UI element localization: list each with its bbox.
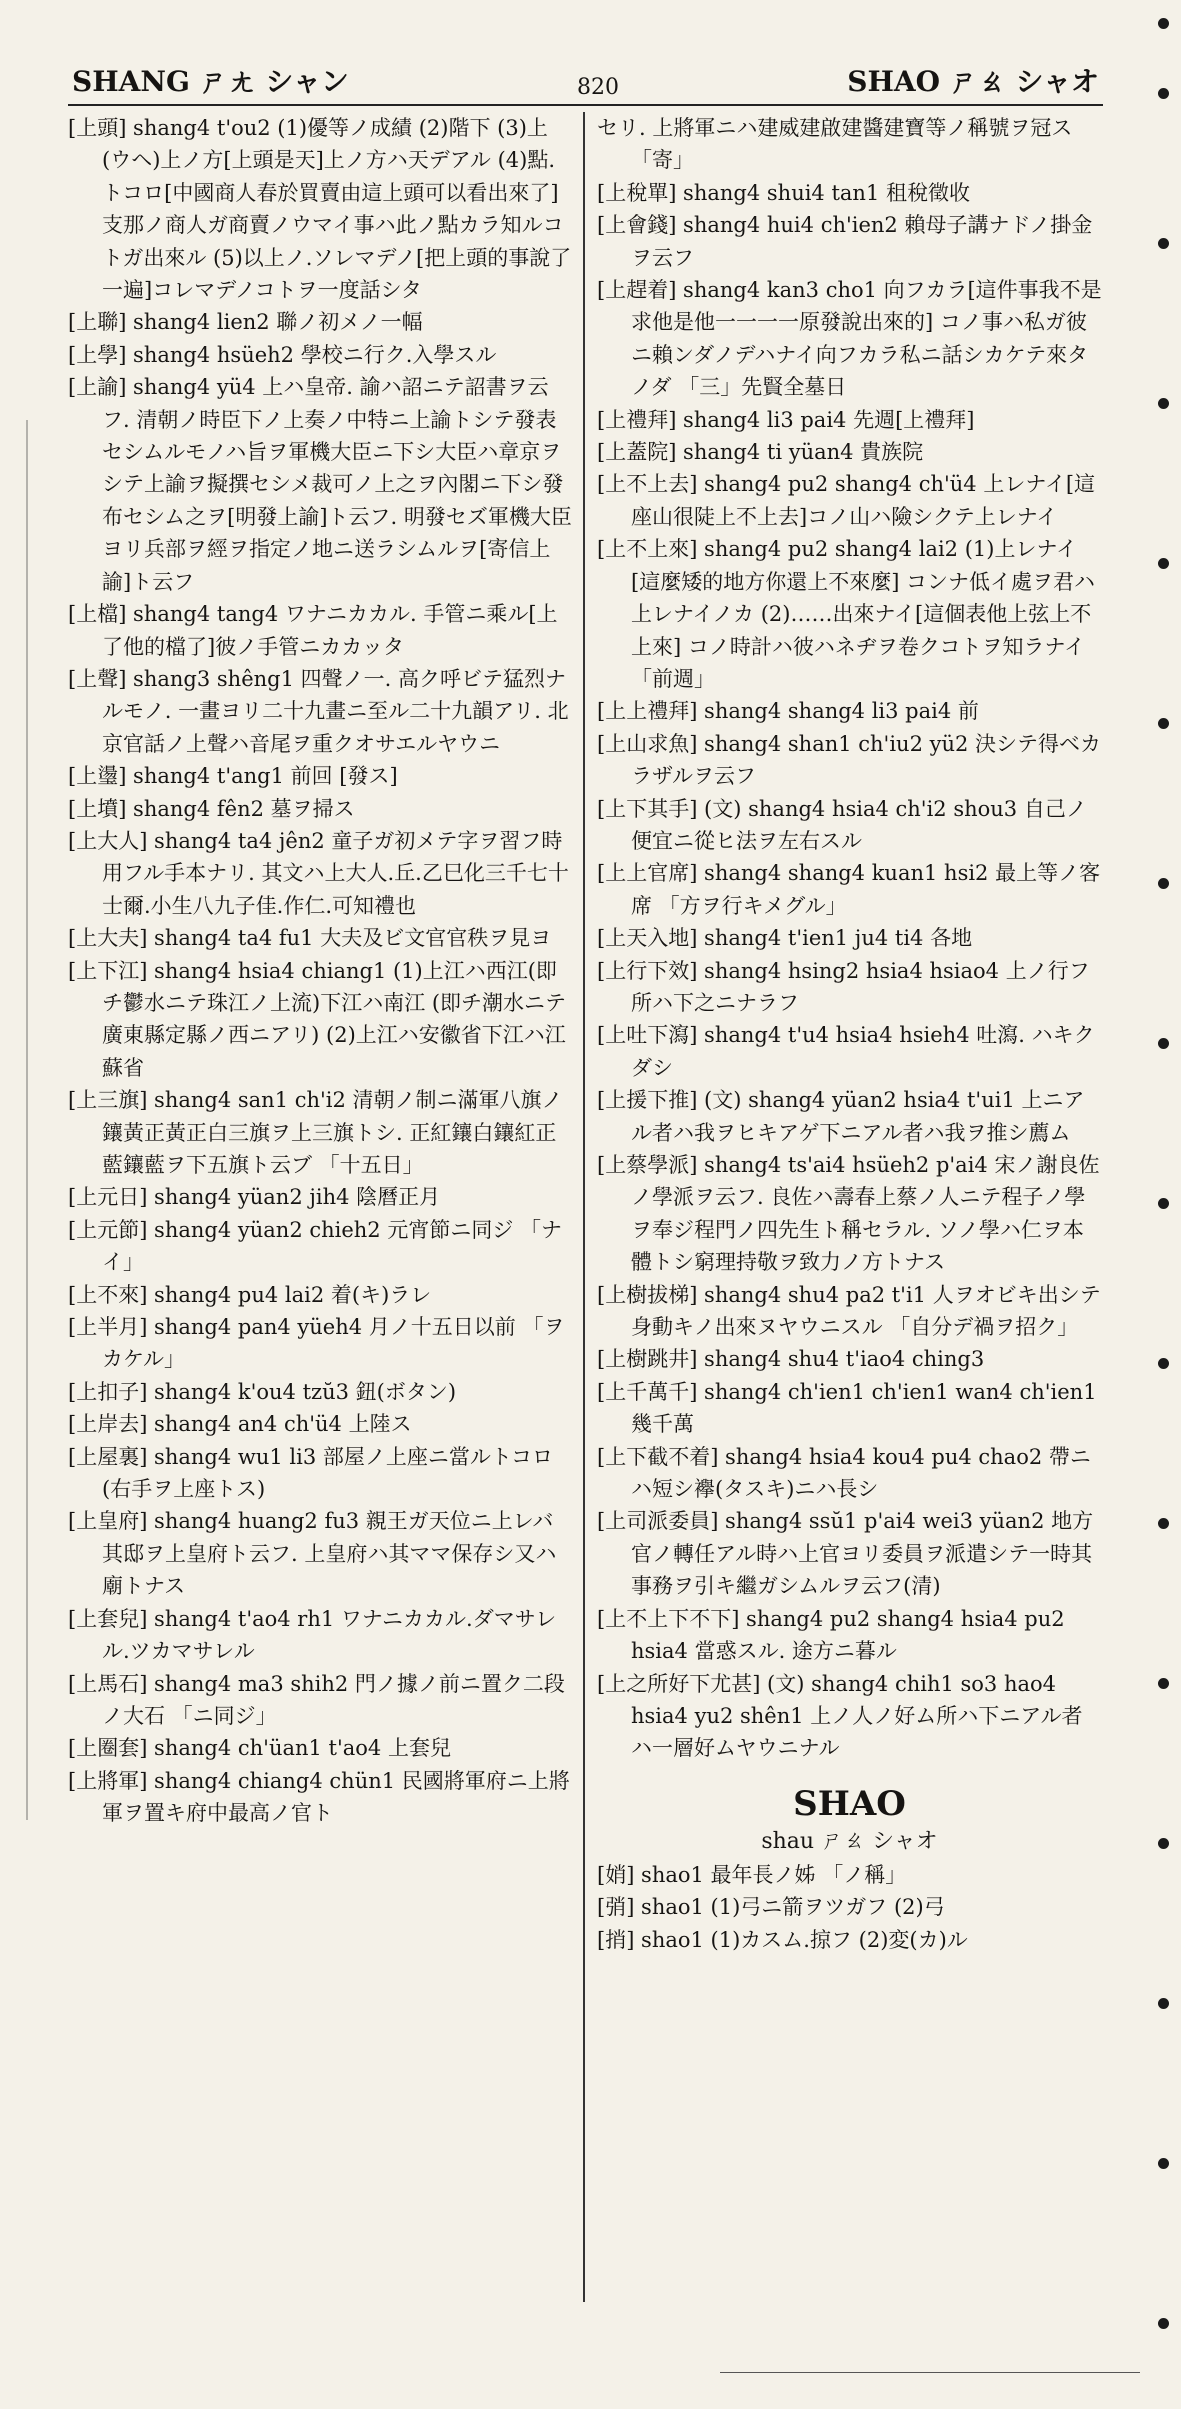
- dictionary-entry: [上元節] shang4 yüan2 chieh2 元宵節ニ同ジ 「ナイ」: [68, 1217, 563, 1275]
- dictionary-entry: [上套兒] shang4 t'ao4 rh1 ワナニカカル.ダマサレル.ツカマサレル: [68, 1606, 557, 1664]
- dictionary-entry: [上山求魚] shang4 shan1 ch'iu2 yü2 決シテ得ベカラザルヲ云フ: [597, 731, 1102, 789]
- dictionary-entry: [上聲] shang3 shêng1 四聲ノ一. 高ク呼ビテ猛烈ナルモノ. 一畫ヨリ二十九畫ニ至ル二十九韻アリ. 北京官話ノ上聲ハ音尾ヲ重クオサエルヤウニ: [68, 666, 569, 756]
- dictionary-entry: [上圈套] shang4 ch'üan1 t'ao4 上套兒: [68, 1736, 451, 1761]
- dictionary-entry: [上上官席] shang4 shang4 kuan1 hsi2 最上等ノ客席 「方ヲ行キメグル」: [597, 861, 1101, 918]
- dictionary-entry: [上下江] shang4 hsia4 chiang1 (1)上江ハ西江(即チ鬱水ニテ珠江ノ上流)下江ハ南江 (即チ潮水ニテ廣東縣定縣ノ西ニアリ) (2)上江ハ安徽省下江ハ江蘇省: [68, 958, 567, 1080]
- dictionary-entry: [上樹跳井] shang4 shu4 t'iao4 ching3: [597, 1347, 985, 1372]
- dictionary-entry: [上檔] shang4 tang4 ワナニカカル. 手管ニ乘ル[上了他的檔了]彼ノ手管ニカカッタ: [68, 602, 558, 659]
- binding-hole-dot: [1158, 1358, 1169, 1369]
- dictionary-entry: [上墳] shang4 fên2 墓ヲ掃ス: [68, 796, 355, 821]
- dictionary-entry: [上三旗] shang4 san1 ch'i2 清朝ノ制ニ滿軍八旗ノ鑲黃正黃正白三旗ヲ上三旗トシ. 正紅鑲白鑲紅正藍鑲藍ヲ下五旗ト云ブ 「十五日」: [68, 1088, 563, 1177]
- dictionary-entry: [上岸去] shang4 an4 ch'ü4 上陸ス: [68, 1412, 412, 1437]
- dictionary-entry: [上大人] shang4 ta4 jên2 童子ガ初メテ字ヲ習フ時用フル手本ナリ. 其文ハ上大人.丘.乙巳化三千七十士爾.小生八九子佳.作仁.可知禮也: [68, 828, 569, 918]
- binding-hole-dot: [1158, 1198, 1169, 1209]
- dictionary-entry: [上不來] shang4 pu4 lai2 着(キ)ラレ: [68, 1282, 432, 1307]
- dictionary-entry: [上千萬千] shang4 ch'ien1 ch'ien1 wan4 ch'ien1 幾千萬: [597, 1379, 1097, 1437]
- dictionary-entry: [上頭] shang4 t'ou2 (1)優等ノ成績 (2)階下 (3)上(ウヘ)上ノ方[上頭是天]上ノ方ハ天デアル (4)點.トコロ[中國商人春於買賣由這上頭可以看出來了] 支那ノ商人ガ商賣ノウマイ事ハ此ノ點カラ知ルコトガ出來ル (5)以上ノ.ソレマデノ[把上頭的事說了一遍]コレマデノコトヲ一度話シタ: [68, 116, 572, 303]
- dictionary-entry: [上援下推] (文) shang4 yüan2 hsia4 t'ui1 上ニアル者ハ我ヲヒキアゲ下ニアル者ハ我ヲ推シ薦ム: [597, 1088, 1085, 1145]
- dictionary-entry: [捎] shao1 (1)カスム.掠フ (2)変(カ)ル: [597, 1927, 968, 1952]
- left-column: [68, 112, 585, 1956]
- dictionary-entry: [上學] shang4 hsüeh2 學校ニ行ク.入學スル: [68, 342, 497, 367]
- dictionary-entry: [上不上去] shang4 pu2 shang4 ch'ü4 上レナイ[這座山很陡上不上去]コノ山ハ險シクテ上レナイ: [597, 472, 1096, 529]
- dictionary-entry: [上聯] shang4 lien2 聯ノ初メノ一幅: [68, 310, 423, 335]
- dictionary-entry: [上諭] shang4 yü4 上ハ皇帝. 諭ハ詔ニテ詔書ヲ云フ. 清朝ノ時臣下ノ上奏ノ中特ニ上諭トシテ發表セシムルモノハ旨ヲ軍機大臣ニ下シ大臣ハ章京ヲシテ上諭ヲ擬撰セシメ裁可ノ上之ヲ內閣ニ下シ發布セシム之ヲ[明發上諭]ト云フ. 明發セズ軍機大臣ヨリ兵部ヲ經ヲ指定ノ地ニ送ラシムルヲ[寄信上諭]ト云フ: [68, 375, 572, 594]
- dictionary-entry: [上皇府] shang4 huang2 fu3 親王ガ天位ニ上レバ其邸ヲ上皇府ト云フ. 上皇府ハ其ママ保存シ又ハ廟トナス: [68, 1509, 557, 1599]
- dictionary-entry: [上蔡學派] shang4 ts'ai4 hsüeh2 p'ai4 宋ノ謝良佐ノ學派ヲ云フ. 良佐ハ壽春上蔡ノ人ニテ程子ノ學ヲ奉ジ程門ノ四先生ト稱セラル. ソノ學ハ仁ヲ本體トシ窮理持敬ヲ致力ノ方トナス: [597, 1153, 1100, 1275]
- dictionary-entry: セリ. 上將軍ニハ建威建啟建醬建寶等ノ稱號ヲ冠ス 「寄」: [597, 116, 1073, 173]
- dictionary-entry: [上之所好下尤甚] (文) shang4 chih1 so3 hao4 hsia4 yu2 shên1 上ノ人ノ好ム所ハ下ニアル者ハ一層好ムヤウニナル: [597, 1671, 1083, 1761]
- binding-hole-dot: [1158, 718, 1169, 729]
- dictionary-entry: [上天入地] shang4 t'ien1 ju4 ti4 各地: [597, 926, 973, 951]
- header-right: SHAO ㄕㄠ シャオ: [847, 65, 1099, 98]
- binding-hole-dot: [1158, 18, 1169, 29]
- dictionary-entry: [上樹拔梯] shang4 shu4 pa2 t'i1 人ヲオビキ出シテ身動キノ出來ヌヤウニスル 「自分デ禍ヲ招ク」: [597, 1282, 1101, 1340]
- binding-hole-dot: [1158, 1998, 1169, 2009]
- dictionary-entry: [上會錢] shang4 hui4 ch'ien2 賴母子講ナドノ掛金ヲ云フ: [597, 213, 1093, 270]
- dictionary-entry: [上馬石] shang4 ma3 shih2 門ノ據ノ前ニ置ク二段ノ大石 「ニ同ジ」: [68, 1671, 565, 1728]
- dictionary-entry: [上行下效] shang4 hsing2 hsia4 hsiao4 上ノ行フ所ハ下之ニナラフ: [597, 958, 1090, 1015]
- dictionary-entry: [上吐下瀉] shang4 t'u4 hsia4 hsieh4 吐瀉. ハキクダシ: [597, 1023, 1095, 1080]
- scan-bottom-line: [720, 2372, 1140, 2373]
- scan-edge-line: [26, 420, 28, 1820]
- dictionary-entry: [上下其手] (文) shang4 hsia4 ch'i2 shou3 自己ノ便宜ニ從ヒ法ヲ左右スル: [597, 796, 1087, 853]
- binding-hole-dot: [1158, 1838, 1169, 1849]
- binding-hole-dot: [1158, 1518, 1169, 1529]
- dictionary-entry: [上大夫] shang4 ta4 fu1 大夫及ビ文官官秩ヲ見ヨ: [68, 926, 552, 951]
- dictionary-page: [68, 60, 1103, 2360]
- dictionary-entry: [上屋裏] shang4 wu1 li3 部屋ノ上座ニ當ルトコロ(右手ヲ上座トス): [68, 1444, 554, 1502]
- dictionary-entry: [上不上下不下] shang4 pu2 shang4 hsia4 pu2 hsia4 當惑スル. 途方ニ暮ル: [597, 1606, 1065, 1664]
- dictionary-entry: [上蓋院] shang4 ti yüan4 貴族院: [597, 440, 924, 465]
- binding-hole-dot: [1158, 88, 1169, 99]
- dictionary-entry: [上上禮拜] shang4 shang4 li3 pai4 前: [597, 699, 979, 724]
- page-header: [68, 60, 1103, 106]
- dictionary-entry: [娋] shao1 最年長ノ姊 「ノ稱」: [597, 1862, 907, 1887]
- binding-hole-dot: [1158, 398, 1169, 409]
- columns: [68, 112, 1103, 1956]
- dictionary-entry: [上將軍] shang4 chiang4 chün1 民國將軍府ニ上將軍ヲ置キ府中最高ノ官ト: [68, 1768, 570, 1826]
- dictionary-entry: [上元日] shang4 yüan2 jih4 陰曆正月: [68, 1185, 441, 1210]
- page-number: 820: [577, 75, 620, 100]
- dictionary-entry: [上禮拜] shang4 li3 pai4 先週[上禮拜]: [597, 407, 975, 432]
- section-title: SHAO: [793, 1783, 906, 1824]
- dictionary-entry: [上司派委員] shang4 ssŭ1 p'ai4 wei3 yüan2 地方官ノ轉任アル時ハ上官ヨリ委員ヲ派遣シテ一時其事務ヲ引キ繼ガシムルヲ云フ(清): [597, 1509, 1094, 1599]
- binding-hole-dot: [1158, 558, 1169, 569]
- dictionary-entry: [弰] shao1 (1)弓ニ箭ヲツガフ (2)弓: [597, 1895, 945, 1920]
- binding-hole-dot: [1158, 2158, 1169, 2169]
- dictionary-entry: [上趕着] shang4 kan3 cho1 向フカラ[這件事我不是求他是他一一一一原發說出來的] コノ事ハ私ガ彼ニ賴ンダノデハナイ向フカラ私ニ話シカケテ來タノダ 「三」先賢全墓日: [597, 278, 1102, 400]
- section-heading-shao: [597, 1783, 1102, 1859]
- binding-hole-dot: [1158, 1678, 1169, 1689]
- right-column: [585, 112, 1102, 1956]
- dictionary-entry: [上半月] shang4 pan4 yüeh4 月ノ十五日以前 「ヲカケル」: [68, 1315, 565, 1372]
- dictionary-entry: [上璗] shang4 t'ang1 前回 [發ス]: [68, 764, 398, 789]
- binding-hole-dot: [1158, 238, 1169, 249]
- binding-hole-dot: [1158, 878, 1169, 889]
- binding-hole-dot: [1158, 2318, 1169, 2329]
- binding-holes: [1151, 0, 1175, 2409]
- dictionary-entry: [上下截不着] shang4 hsia4 kou4 pu4 chao2 帶ニハ短シ襷(タスキ)ニハ長シ: [597, 1444, 1091, 1502]
- dictionary-entry: [上稅單] shang4 shui4 tan1 租稅徵收: [597, 180, 970, 205]
- dictionary-entry: [上不上來] shang4 pu2 shang4 lai2 (1)上レナイ [這麼矮的地方你還上不來麼] コンナ低イ處ヲ君ハ上レナイノカ (2)……出來ナイ[這個表他上弦上不上來] コノ時計ハ彼ハネヂヲ卷クコトヲ知ラナイ 「前週」: [597, 537, 1096, 691]
- binding-hole-dot: [1158, 1038, 1169, 1049]
- section-subtitle: shau ㄕㄠ シャオ: [761, 1828, 938, 1854]
- dictionary-entry: [上扣子] shang4 k'ou4 tzŭ3 鈕(ボタン): [68, 1379, 457, 1404]
- header-left: SHANG ㄕㄤ シャン: [72, 65, 349, 98]
- column-divider: [583, 112, 585, 2302]
